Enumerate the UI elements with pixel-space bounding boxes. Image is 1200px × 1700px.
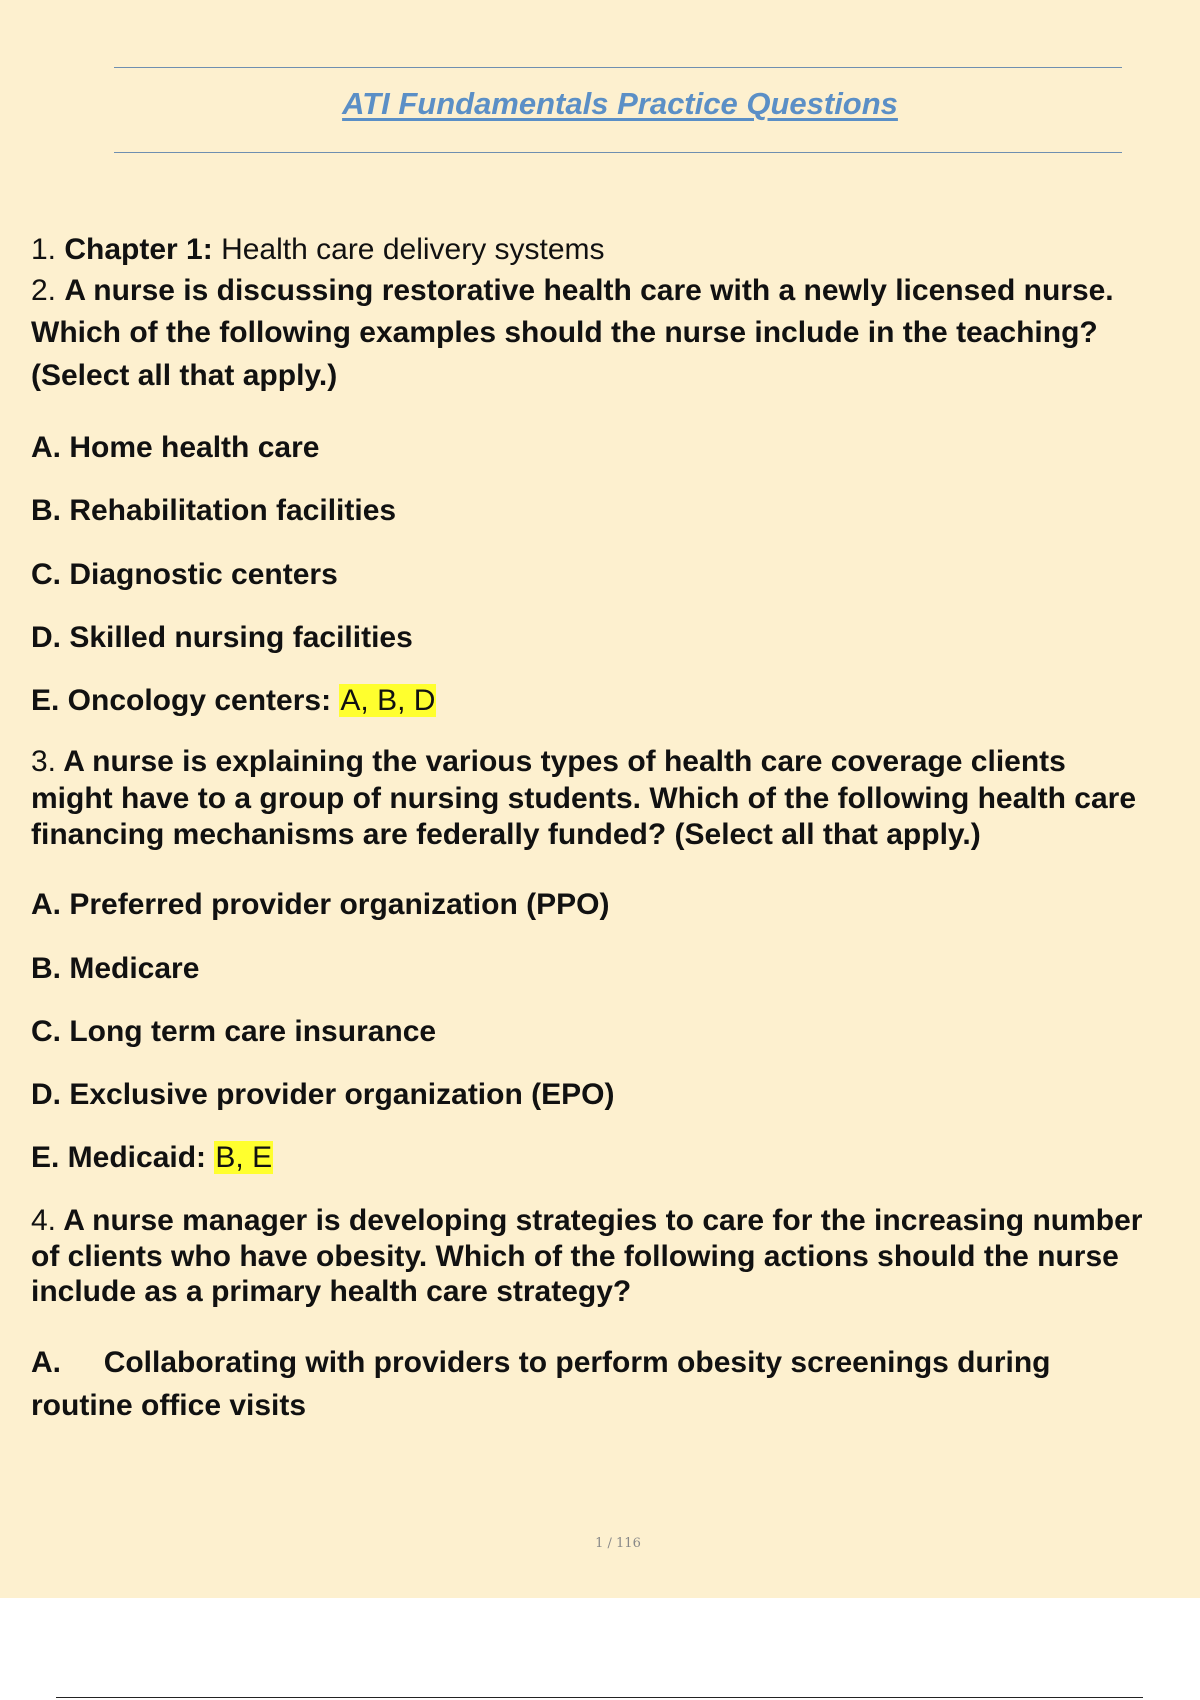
question-4-option-a [31, 1346, 1050, 1380]
question-4-text: A nurse manager is developing strategies to care for the increasing number [63, 1204, 1143, 1237]
question-3-option-e [31, 1141, 273, 1175]
question-4-option-a-line-2: routine office visits [31, 1389, 307, 1422]
question-3-number: 3. [31, 745, 57, 778]
question-1-text: Health care delivery systems [221, 233, 605, 266]
next-page-rule [56, 1697, 1143, 1698]
question-2-line-2: Which of the following examples should the nurse include in the teaching? [31, 316, 1098, 349]
question-2-option-e [31, 684, 436, 718]
question-3-answer: B, E [215, 1141, 273, 1174]
question-1-label: Chapter 1: [64, 233, 213, 266]
document-title: ATI Fundamentals Practice Questions [342, 86, 898, 121]
question-4-option-a-text: Collaborating with providers to perform obesity screenings during [103, 1346, 1051, 1379]
question-2-line-3: (Select all that apply.) [31, 359, 338, 392]
question-4-line-1 [31, 1203, 1200, 1239]
question-2-text: A nurse is discussing restorative health care with a newly licensed nurse. [64, 274, 1114, 307]
title-top-rule [114, 67, 1122, 68]
question-2-option-e-text: E. Oncology centers: [31, 684, 332, 717]
question-1-number: 1. [31, 233, 57, 266]
question-3-option-b: B. Medicare [31, 952, 200, 985]
question-4-number: 4. [31, 1204, 57, 1237]
question-3-text: A nurse is explaining the various types of health care coverage clients [63, 745, 1066, 778]
title-bottom-rule [114, 152, 1122, 153]
question-3-option-e-text: E. Medicaid: [31, 1141, 207, 1174]
question-3-option-a: A. Preferred provider organization (PPO) [31, 888, 610, 921]
question-1 [31, 229, 1200, 271]
question-2-option-c: C. Diagnostic centers [31, 558, 338, 591]
question-2-option-d: D. Skilled nursing facilities [31, 621, 413, 654]
question-2-answer: A, B, D [340, 684, 436, 717]
question-3-option-d: D. Exclusive provider organization (EPO) [31, 1078, 615, 1111]
question-2-number: 2. [31, 274, 57, 307]
question-3-option-c: C. Long term care insurance [31, 1015, 437, 1048]
question-2-option-a: A. Home health care [31, 431, 320, 464]
question-4-line-2: of clients who have obesity. Which of the following actions should the nurse [31, 1240, 1119, 1273]
question-3-line-3: financing mechanisms are federally funded? (Select all that apply.) [31, 818, 981, 851]
question-4-line-3: include as a primary health care strategy? [31, 1275, 632, 1308]
question-3-line-2: might have to a group of nursing students. Which of the following health care [31, 782, 1137, 815]
question-2-line-1 [31, 270, 1200, 312]
question-4-option-a-letter: A. [31, 1346, 61, 1379]
question-2-option-b: B. Rehabilitation facilities [31, 494, 397, 527]
page-indicator: 1 / 116 [595, 1536, 641, 1551]
question-3-line-1 [31, 744, 1200, 780]
